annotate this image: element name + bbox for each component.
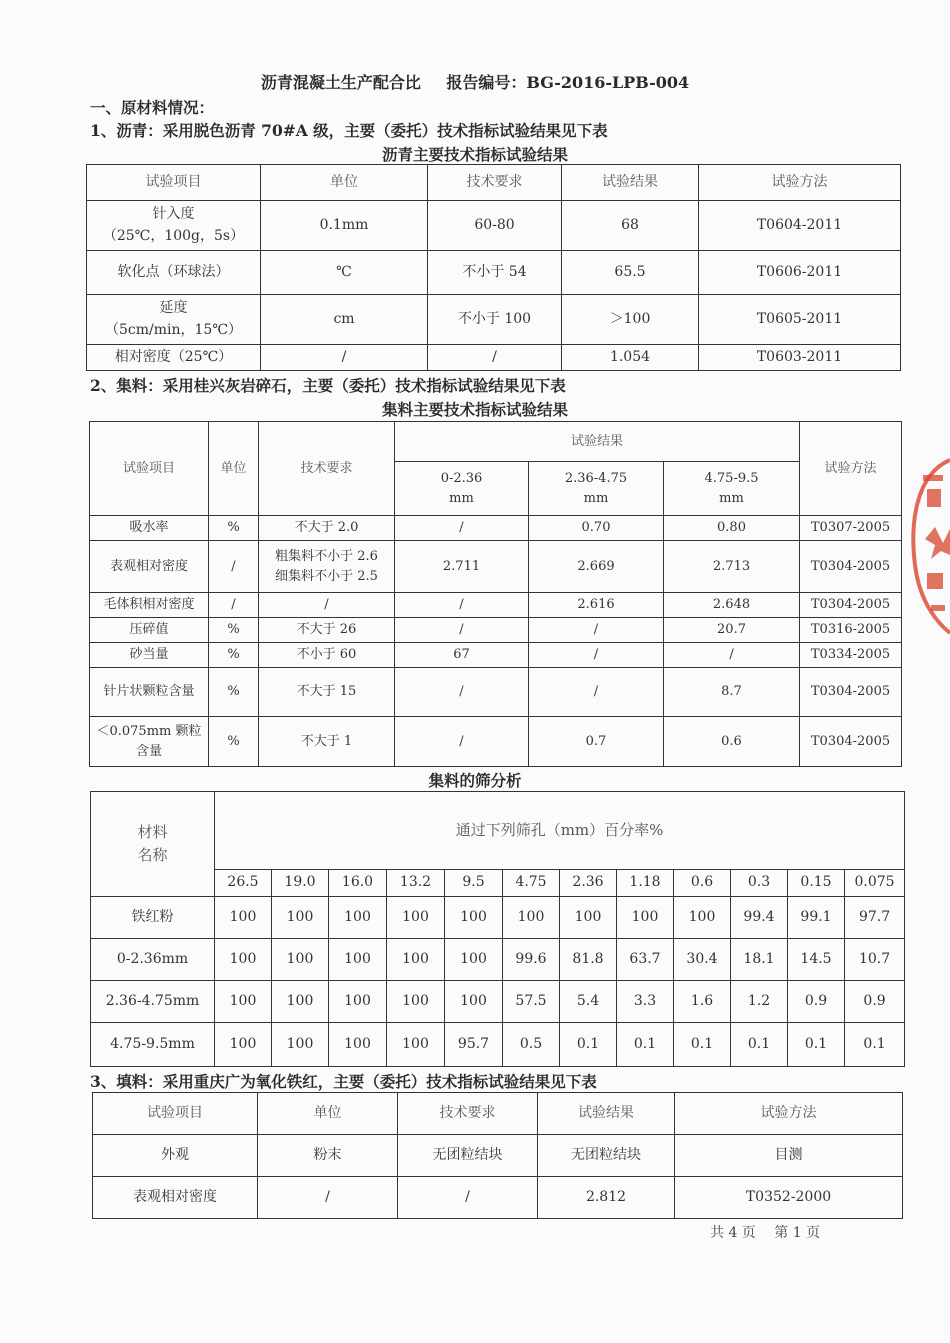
table-cell: 目测 [675,1135,903,1177]
table-cell: / [529,618,664,643]
table-cell: 14.5 [788,939,845,981]
section-heading-raw-materials: 一、原材料情况： [90,98,215,117]
table-cell: 压碎值 [90,618,209,643]
table-cell: 2.711 [395,541,529,593]
table-cell: 100 [674,897,731,939]
filler-table [92,1092,903,1219]
table-cell: 100 [329,1023,387,1067]
table-cell: 1.6 [674,981,731,1023]
table-cell: 粗集料不小于 2.6 细集料不小于 2.5 [259,541,395,593]
table-cell: 63.7 [617,939,674,981]
table-cell: 0.70 [529,516,664,541]
document-title [0,70,950,93]
table-cell: 0.1mm [261,201,428,251]
table-row [91,939,905,981]
table-cell: 表观相对密度 [93,1177,258,1219]
header-cell: 技术要求 [259,422,395,516]
table-cell: 2.812 [538,1177,675,1219]
header-cell: 试验方法 [675,1093,903,1135]
table-cell: / [209,593,259,618]
table-row [90,541,902,593]
table-cell: 砂当量 [90,643,209,668]
table-cell: 针片状颗粒含量 [90,668,209,717]
table-cell: 不大于 15 [259,668,395,717]
table-cell: 100 [387,939,445,981]
table-cell: 100 [272,939,329,981]
table-cell: 不大于 2.0 [259,516,395,541]
table-cell: 2.669 [529,541,664,593]
sieve-size: 16.0 [329,870,387,897]
table-cell: 针入度 （25℃，100g，5s） [87,201,261,251]
filler-intro: 3、填料：采用重庆广为氧化铁红，主要（委托）技术指标试验结果见下表 [90,1072,597,1091]
table-cell: 65.5 [562,251,699,295]
table-cell: 吸水率 [90,516,209,541]
table-cell: / [529,643,664,668]
header-cell: 技术要求 [428,165,562,201]
table-cell: 表观相对密度 [90,541,209,593]
table-row [87,201,901,251]
table-row [93,1177,903,1219]
table-cell: T0334-2005 [800,643,902,668]
table-cell: 不小于 60 [259,643,395,668]
table-cell: 100 [215,1023,272,1067]
table-cell: 3.3 [617,981,674,1023]
sieve-size: 9.5 [445,870,503,897]
table-cell: 81.8 [560,939,617,981]
sieve-size: 19.0 [272,870,329,897]
table-cell: 100 [329,981,387,1023]
table-cell: 0.1 [617,1023,674,1067]
material-name: 4.75-9.5mm [91,1023,215,1067]
table-cell: 20.7 [664,618,800,643]
table-cell: 100 [215,897,272,939]
table-cell: 10.7 [845,939,905,981]
material-name: 0-2.36mm [91,939,215,981]
header-cell: 单位 [209,422,259,516]
table-row [90,668,902,717]
header-cell: 试验项目 [93,1093,258,1135]
table-cell: % [209,516,259,541]
table-cell: ＞100 [562,295,699,345]
table-cell: 0.6 [664,717,800,767]
table-row [87,251,901,295]
table-cell: 0.80 [664,516,800,541]
table-cell: cm [261,295,428,345]
material-header: 材料 名称 [91,792,215,897]
table-row [87,345,901,371]
table-cell: 100 [329,897,387,939]
table-row [90,643,902,668]
header-cell: 技术要求 [398,1093,538,1135]
table-cell: T0352-2000 [675,1177,903,1219]
table-cell: 0.9 [845,981,905,1023]
header-cell: 试验结果 [395,422,800,462]
sieve-size: 0.15 [788,870,845,897]
table-cell: / [395,516,529,541]
table-cell: % [209,643,259,668]
table-cell: 相对密度（25℃） [87,345,261,371]
table-cell: 不大于 1 [259,717,395,767]
table-cell: 100 [215,939,272,981]
table-cell: 99.6 [503,939,560,981]
table-cell: 5.4 [560,981,617,1023]
table-cell: / [529,668,664,717]
table-cell: / [261,345,428,371]
table-cell: % [209,618,259,643]
table-row [91,897,905,939]
aggregate-table-caption: 集料主要技术指标试验结果 [381,400,568,419]
table-cell: 1.054 [562,345,699,371]
table-cell: % [209,717,259,767]
seal-stamp-icon [905,455,950,635]
table-cell: ＜0.075mm 颗粒 含量 [90,717,209,767]
table-cell: 100 [387,981,445,1023]
sieve-table [90,791,905,1067]
table-cell: 0.1 [788,1023,845,1067]
sieve-size: 0.6 [674,870,731,897]
page-number: 第 1 页 [774,1225,821,1241]
sieve-size: 0.3 [731,870,788,897]
table-cell: 不小于 100 [428,295,562,345]
table-cell: T0304-2005 [800,717,902,767]
table-cell: 0.9 [788,981,845,1023]
table-cell: T0304-2005 [800,668,902,717]
report-number: 报告编号：BG-2016-LPB-004 [446,73,690,92]
table-cell: T0604-2011 [699,201,901,251]
table-cell: 不小于 54 [428,251,562,295]
table-cell: / [395,717,529,767]
table-cell: / [428,345,562,371]
header-cell: 单位 [261,165,428,201]
aggregate-intro: 2、集料：采用桂兴灰岩碎石，主要（委托）技术指标试验结果见下表 [90,376,566,395]
table-cell: 99.4 [731,897,788,939]
table-cell: 100 [215,981,272,1023]
table-cell: / [398,1177,538,1219]
table-cell: 100 [387,897,445,939]
table-cell: 18.1 [731,939,788,981]
table-cell: 68 [562,201,699,251]
table-cell: 外观 [93,1135,258,1177]
asphalt-table-caption: 沥青主要技术指标试验结果 [381,145,568,164]
table-cell: 无团粒结块 [398,1135,538,1177]
sieve-size: 0.075 [845,870,905,897]
table-cell: 100 [560,897,617,939]
table-cell: 100 [329,939,387,981]
subheader-cell: 4.75-9.5 mm [664,462,800,516]
sieve-size: 2.36 [560,870,617,897]
table-cell: T0316-2005 [800,618,902,643]
table-cell: 1.2 [731,981,788,1023]
table-cell: / [395,593,529,618]
table-cell: T0605-2011 [699,295,901,345]
table-cell: 粉末 [258,1135,398,1177]
sieve-size: 1.18 [617,870,674,897]
table-cell: 0.1 [845,1023,905,1067]
table-cell: T0304-2005 [800,593,902,618]
header-cell: 试验方法 [800,422,902,516]
subheader-cell: 0-2.36 mm [395,462,529,516]
table-cell: 100 [445,981,503,1023]
table-row [90,618,902,643]
table-cell: 100 [272,981,329,1023]
table-cell: 毛体积相对密度 [90,593,209,618]
header-cell: 单位 [258,1093,398,1135]
material-name: 铁红粉 [91,897,215,939]
sieve-size: 4.75 [503,870,560,897]
table-row [90,516,902,541]
table-cell: T0304-2005 [800,541,902,593]
table-cell: 不大于 26 [259,618,395,643]
asphalt-intro: 1、沥青：采用脱色沥青 70#A 级，主要（委托）技术指标试验结果见下表 [90,121,608,140]
table-cell: 0.5 [503,1023,560,1067]
table-row [90,593,902,618]
sieve-size: 13.2 [387,870,445,897]
aggregate-table [89,421,902,767]
table-cell: % [209,668,259,717]
header-cell: 试验项目 [90,422,209,516]
table-cell: 100 [445,897,503,939]
material-name: 2.36-4.75mm [91,981,215,1023]
table-cell: 软化点（环球法） [87,251,261,295]
table-cell: 0.1 [674,1023,731,1067]
table-cell: 97.7 [845,897,905,939]
table-cell: 100 [503,897,560,939]
table-cell: 无团粒结块 [538,1135,675,1177]
table-cell: / [395,668,529,717]
table-cell: / [664,643,800,668]
table-cell: / [395,618,529,643]
table-cell: 2.713 [664,541,800,593]
table-cell: T0603-2011 [699,345,901,371]
page-footer [710,1222,834,1242]
table-cell: T0606-2011 [699,251,901,295]
table-cell: 100 [387,1023,445,1067]
header-cell: 试验结果 [562,165,699,201]
table-cell: / [258,1177,398,1219]
table-cell: 99.1 [788,897,845,939]
asphalt-table [86,164,901,371]
title-text: 沥青混凝土生产配合比 [260,73,421,92]
sieve-size: 26.5 [215,870,272,897]
table-cell: 57.5 [503,981,560,1023]
total-pages: 共 4 页 [710,1225,756,1241]
table-cell: 100 [272,897,329,939]
table-row [87,295,901,345]
table-cell: 0.7 [529,717,664,767]
table-cell: 100 [617,897,674,939]
table-cell: 2.616 [529,593,664,618]
table-cell: 2.648 [664,593,800,618]
sieve-table-caption: 集料的筛分析 [428,771,522,790]
table-row [90,717,902,767]
table-cell: 67 [395,643,529,668]
table-cell: 95.7 [445,1023,503,1067]
table-row [91,1023,905,1067]
table-cell: 8.7 [664,668,800,717]
table-cell: 100 [445,939,503,981]
table-cell: / [259,593,395,618]
table-row [91,981,905,1023]
table-cell: 0.1 [560,1023,617,1067]
subheader-cell: 2.36-4.75 mm [529,462,664,516]
header-cell: 试验方法 [699,165,901,201]
table-cell: 100 [272,1023,329,1067]
table-cell: 30.4 [674,939,731,981]
header-cell: 试验项目 [87,165,261,201]
table-cell: ℃ [261,251,428,295]
table-cell: T0307-2005 [800,516,902,541]
pass-rate-header: 通过下列筛孔（mm）百分率% [215,792,905,870]
table-cell: 0.1 [731,1023,788,1067]
table-row [93,1135,903,1177]
header-cell: 试验结果 [538,1093,675,1135]
table-cell: / [209,541,259,593]
table-cell: 延度 （5cm/min，15℃） [87,295,261,345]
table-cell: 60-80 [428,201,562,251]
